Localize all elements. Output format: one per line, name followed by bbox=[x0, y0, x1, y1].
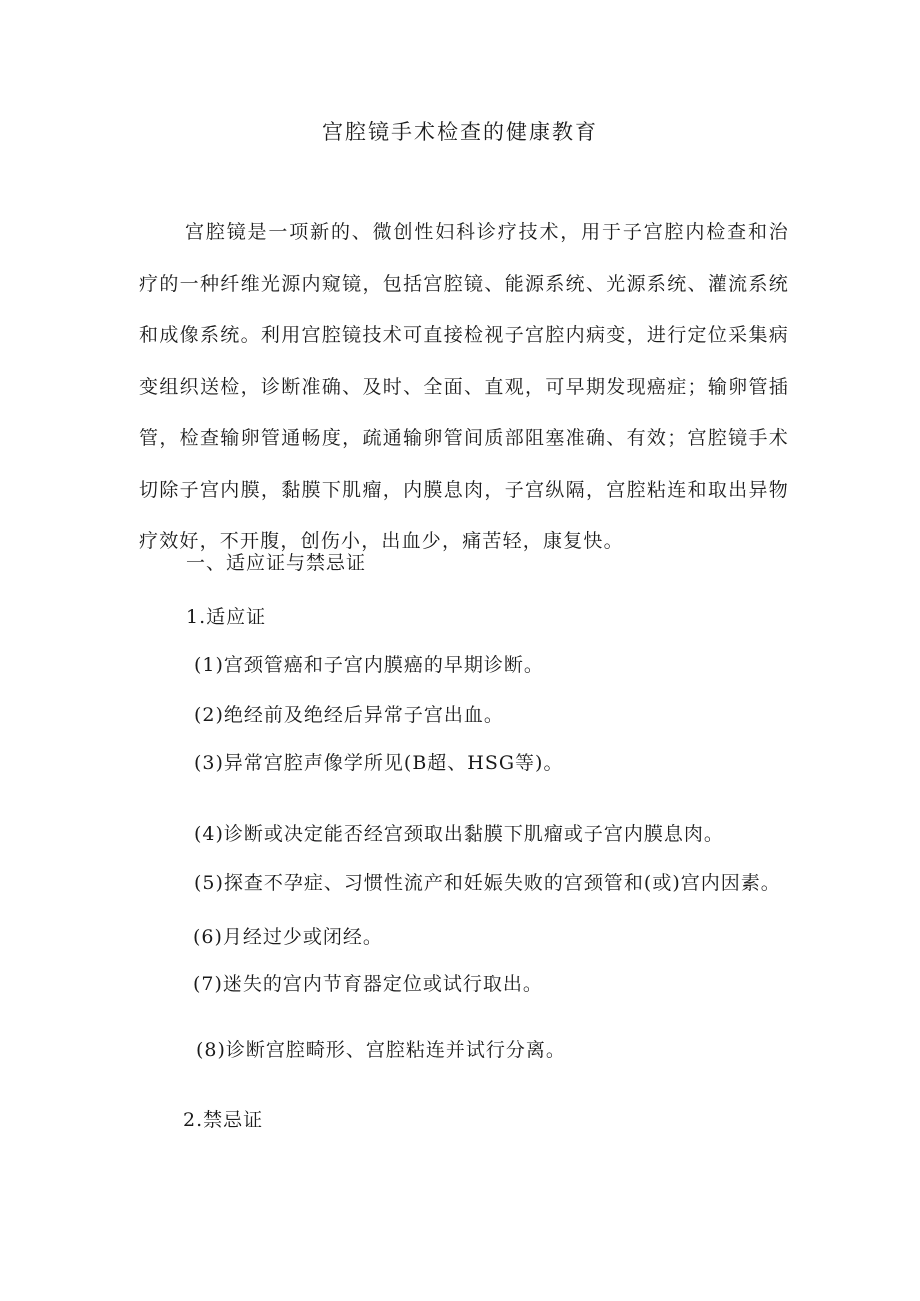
indication-item: (5)探查不孕症、习惯性流产和妊娠失败的宫颈管和(或)宫内因素。 bbox=[194, 872, 781, 894]
indication-item: (1)宫颈管癌和子宫内膜癌的早期诊断。 bbox=[194, 654, 544, 676]
indication-item: (6)月经过少或闭经。 bbox=[193, 926, 383, 948]
intro-paragraph: 宫腔镜是一项新的、微创性妇科诊疗技术，用于子宫腔内检查和治疗的一种纤维光源内窥镜，包括宫腔镜、能源系统、光源系统、灌流系统和成像系统。利用宫腔镜技术可直接检视子宫腔内病变，进行定位采集病变组织送检，诊断准确、及时、全面、直观，可早期发现癌症；输卵管插管，检查输卵管通畅度，疏通输卵管间质部阻塞准确、有效；宫腔镜手术切除子宫内膜，黏膜下肌瘤，内膜息肉，子宫纵隔，宫腔粘连和取出异物疗效好，不开腹，创伤小，出血少，痛苦轻，康复快。 bbox=[139, 221, 789, 552]
document-title: 宫腔镜手术检查的健康教育 bbox=[322, 120, 598, 144]
indication-item: (3)异常宫腔声像学所见(B超、HSG等)。 bbox=[194, 752, 564, 774]
subheading-contraindications: 2.禁忌证 bbox=[183, 1109, 264, 1131]
section-heading-indications-contraindications: 一、适应证与禁忌证 bbox=[186, 552, 367, 574]
indication-item: (8)诊断宫腔畸形、宫腔粘连并试行分离。 bbox=[196, 1039, 566, 1061]
subheading-indications: 1.适应证 bbox=[186, 606, 267, 628]
indication-item: (2)绝经前及绝经后异常子宫出血。 bbox=[194, 704, 504, 726]
indication-item: (4)诊断或决定能否经宫颈取出黏膜下肌瘤或子宫内膜息肉。 bbox=[194, 823, 724, 845]
indication-item: (7)迷失的宫内节育器定位或试行取出。 bbox=[193, 973, 543, 995]
